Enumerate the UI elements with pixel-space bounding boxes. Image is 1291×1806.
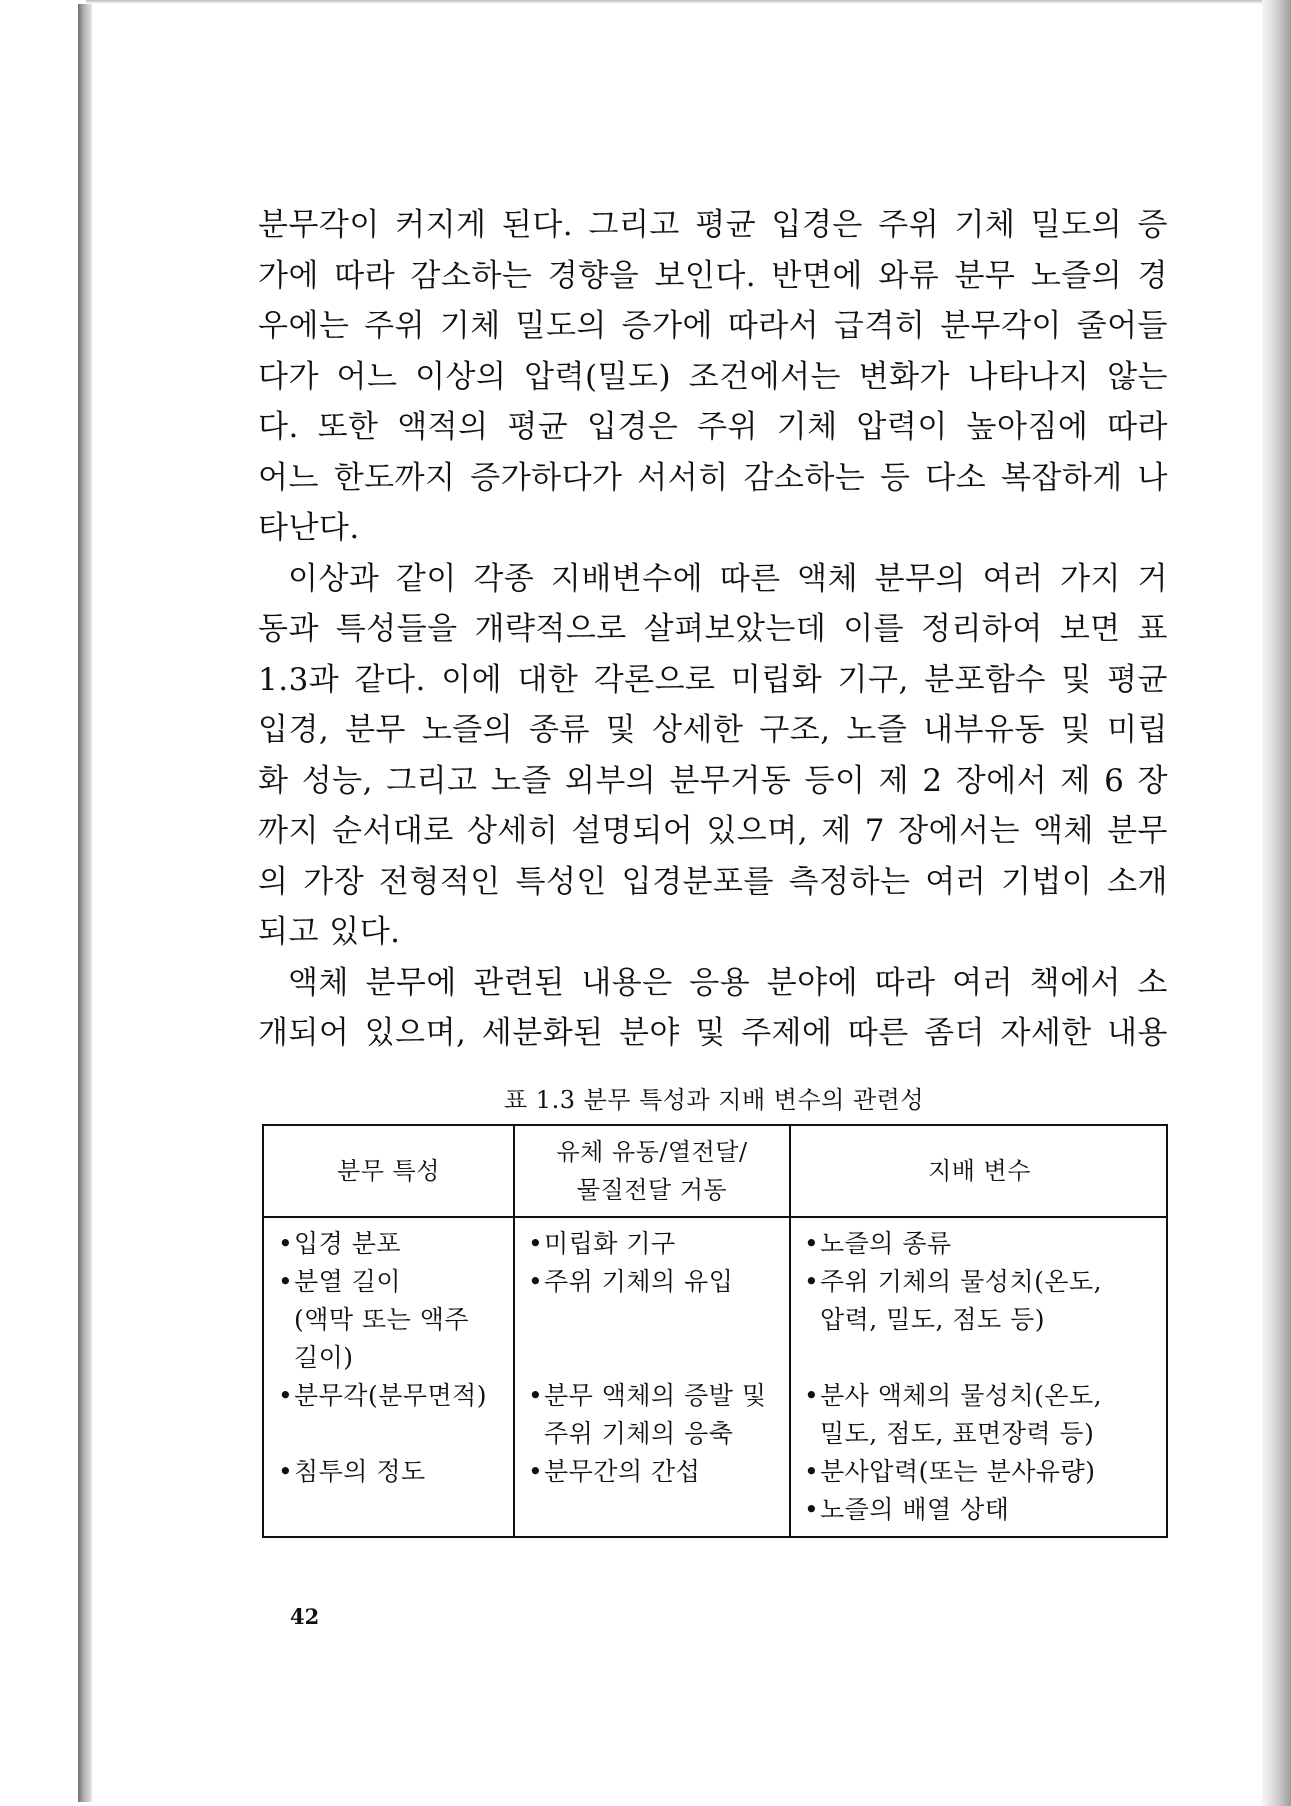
- table-cell-item: 압력, 밀도, 점도 등): [820, 1305, 1046, 1334]
- bullet: •: [278, 1229, 294, 1258]
- table-cell-item: •분사 액체의 물성치(온도,: [804, 1381, 1103, 1410]
- text-line: 되고 있다.: [258, 914, 401, 950]
- bullet: •: [804, 1381, 820, 1410]
- bullet: •: [804, 1495, 820, 1524]
- table-cell-item: •입경 분포: [278, 1229, 402, 1258]
- bullet: •: [528, 1381, 544, 1410]
- table-cell-item: •분무 액체의 증발 및: [528, 1381, 767, 1410]
- text-line: 의 가장 전형적인 특성인 입경분포를 측정하는 여러 기법이 소개: [258, 863, 1168, 900]
- page-top-edge: [86, 0, 1266, 4]
- text-line: 동과 특성들을 개략적으로 살펴보았는데 이를 정리하여 보면 표: [258, 611, 1168, 647]
- text-line: 다가 어느 이상의 압력(밀도) 조건에서는 변화가 나타나지 않는: [258, 358, 1168, 395]
- text-line: 어느 한도까지 증가하다가 서서히 감소하는 등 다소 복잡하게 나: [258, 459, 1168, 496]
- bullet: •: [528, 1457, 544, 1486]
- relation-table: [262, 1124, 1168, 1538]
- bullet: •: [528, 1267, 544, 1296]
- text-line: 가에 따라 감소하는 경향을 보인다. 반면에 와류 분무 노즐의 경: [258, 257, 1168, 294]
- text-line: 이상과 같이 각종 지배변수에 따른 액체 분무의 여러 가지 거: [288, 560, 1168, 597]
- bullet: •: [804, 1457, 820, 1486]
- bullet: •: [278, 1457, 294, 1486]
- table-header-line: 유체 유동/열전달/: [556, 1138, 748, 1166]
- text-line: 다. 또한 액적의 평균 입경은 주위 기체 압력이 높아짐에 따라: [258, 409, 1168, 445]
- bullet: •: [804, 1267, 820, 1296]
- table-caption: 표 1.3 분무 특성과 지배 변수의 관련성: [503, 1086, 925, 1114]
- table-cell-item: 길이): [294, 1343, 354, 1372]
- table-cell-item: •분사압력(또는 분사유량): [804, 1457, 1096, 1486]
- table-cell-item: •분무각(분무면적): [278, 1381, 488, 1410]
- text-line: 타난다.: [258, 510, 360, 546]
- table-cell-item: •노즐의 배열 상태: [804, 1495, 1010, 1524]
- table-header-line: 물질전달 거동: [576, 1176, 728, 1204]
- table-cell-item: •노즐의 종류: [804, 1229, 952, 1258]
- text-line: 1.3과 같다. 이에 대한 각론으로 미립화 기구, 분포함수 및 평균: [258, 661, 1168, 698]
- text-line: 입경, 분무 노즐의 종류 및 상세한 구조, 노즐 내부유동 및 미립: [258, 712, 1168, 748]
- table-cell-item: •미립화 기구: [528, 1229, 676, 1258]
- table-header-flow-behavior: [515, 1126, 789, 1216]
- page-number: 42: [290, 1604, 320, 1629]
- table-cell-item: 밀도, 점도, 표면장력 등): [820, 1419, 1095, 1448]
- page-binding-shadow-left: [78, 4, 92, 1802]
- table-cell-item: •주위 기체의 물성치(온도,: [804, 1267, 1103, 1296]
- bullet: •: [804, 1229, 820, 1258]
- text-line: 까지 순서대로 상세히 설명되어 있으며, 제 7 장에서는 액체 분무: [258, 813, 1168, 849]
- body-text: [258, 200, 1168, 1059]
- text-line: 개되어 있으며, 세분화된 분야 및 주제에 따른 좀더 자세한 내용: [258, 1015, 1168, 1051]
- table-header-divider: [264, 1216, 1166, 1218]
- table-cell-item: •주위 기체의 유입: [528, 1267, 734, 1296]
- table-cell-item: •침투의 정도: [278, 1457, 426, 1486]
- bullet: •: [528, 1229, 544, 1258]
- text-line: 우에는 주위 기체 밀도의 증가에 따라서 급격히 분무각이 줄어들: [258, 308, 1168, 344]
- text-line: 화 성능, 그리고 노즐 외부의 분무거동 등이 제 2 장에서 제 6 장: [258, 762, 1168, 799]
- bullet: •: [278, 1381, 294, 1410]
- page-edge-shadow-right: [1262, 0, 1291, 1806]
- table-cell-item: 주위 기체의 응축: [544, 1419, 734, 1448]
- text-line: 분무각이 커지게 된다. 그리고 평균 입경은 주위 기체 밀도의 증: [258, 207, 1168, 243]
- table-cell-item: (액막 또는 액주: [294, 1305, 470, 1334]
- table-cell-item: •분무간의 간섭: [528, 1457, 701, 1486]
- bullet: •: [278, 1267, 294, 1296]
- table-header-control-variables: 지배 변수: [928, 1157, 1031, 1185]
- text-line: 액체 분무에 관련된 내용은 응용 분야에 따라 여러 책에서 소: [288, 964, 1168, 1001]
- table-cell-item: •분열 길이: [278, 1267, 402, 1296]
- table-header-spray-characteristics: 분무 특성: [337, 1157, 440, 1185]
